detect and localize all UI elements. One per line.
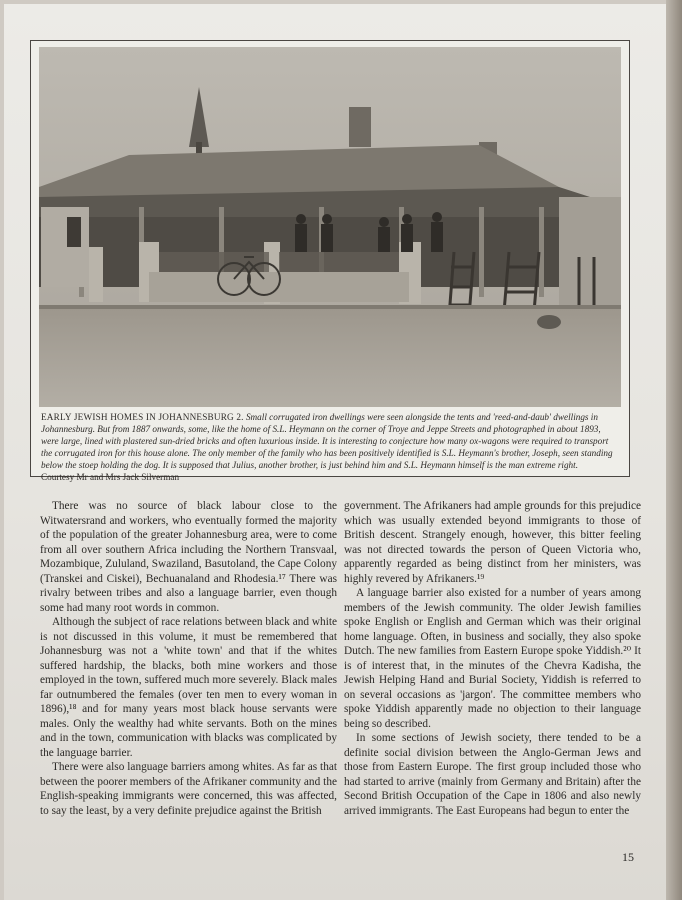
historical-photograph xyxy=(39,47,621,407)
page-number: 15 xyxy=(622,850,634,864)
caption-lead: EARLY JEWISH HOMES IN JOHANNESBURG 2. xyxy=(41,412,244,422)
book-edge xyxy=(666,0,682,900)
photo-caption xyxy=(41,411,619,483)
left-text-column xyxy=(40,499,337,818)
photo-figure xyxy=(30,40,630,482)
paragraph: In some sections of Jewish society, there tended to be a definite social division between the Anglo-German Jews and those from Eastern Europe. The first group included those who had started to arrive (mainly from Germany and Britain) after the Second British Occupation of the Cape in 1806 and also newly arrived immigrants. The East Europeans had begun to enter the xyxy=(344,732,641,817)
house-photo-illustration xyxy=(39,47,621,407)
paragraph: A language barrier also existed for a number of years among members of the Jewish community. The older Jewish families spoke English or English and German which was their original home language. Often, in business and socially, they also spoke Dutch. The new families from Eastern Europe spoke Yiddish.²⁰ It is of interest that, in the minutes of the Chevra Kadisha, the Jewish Helping Hand and Burial Society, Yiddish is referred to on several occasions as 'jargon'. The committee members who spoke Yiddish apparently made no objection to their language being so described. xyxy=(344,587,641,730)
paragraph: Although the subject of race relations between black and white is not discussed in this volume, it must be remembered that Johannesburg was not a 'white town' and that if the whites suffered hardship, the blacks, both mine workers and those employed in the town, suffered much more severely. Black males far outnumbered the females (over ten men to every woman in 1896),¹⁸ and for many years most black house servants were males. Only the wealthy had white servants. Both on the mines and in the town, communication with blacks was complicated by the language barrier. xyxy=(40,616,337,759)
caption-text: Small corrugated iron dwellings were seen alongside the tents and 'reed-and-daub' dwellings in Johannesburg. But from 1887 onwards, some, like the home of S.L. Heymann on the corner of Troye and Jeppe Streets and photographed in about 1893, were large, lined with plastered sun-dried bricks and often luxurious inside. It is interesting to conjecture how many ox-wagons were required to transport the corrugated iron for this house alone. The only member of the family who has been positively identified is S.L. Heymann's brother, Joseph, seen standing below the stoep holding the dog. It is supposed that Julius, another brother, is just behind him and S.L. Heymann himself is the man extreme right. xyxy=(41,412,613,470)
paragraph-continuation: government. The Afrikaners had ample grounds for this prejudice which was usually extended beyond immigrants to those of British descent. Strangely enough, however, this bitter feeling was not directed towards the person of Queen Victoria who, apparently regarded as being distinct from her ministers, was highly revered by Afrikaners.¹⁹ xyxy=(344,500,641,585)
right-text-column xyxy=(344,499,641,818)
book-page xyxy=(4,4,666,900)
photo-credit: Courtesy Mr and Mrs Jack Silverman xyxy=(41,472,180,482)
paragraph: There were also language barriers among whites. As far as that between the poorer members of the Afrikaner community and the English-speaking immigrants were concerned, this was affected, to say the least, by a very definite prejudice against the British xyxy=(40,761,337,817)
paragraph: There was no source of black labour close to the Witwatersrand and workers, who eventually formed the majority of the population of the greater Johannesburg area, were to come from all over southern Africa including the Northern Transvaal, Mozambique, Zululand, Swaziland, Basutoland, the Cape Colony (Transkei and Ciskei), Bechuanaland and Rhodesia.¹⁷ There was rivalry between tribes and also a language barrier, even though some had many root words in common. xyxy=(40,500,337,614)
